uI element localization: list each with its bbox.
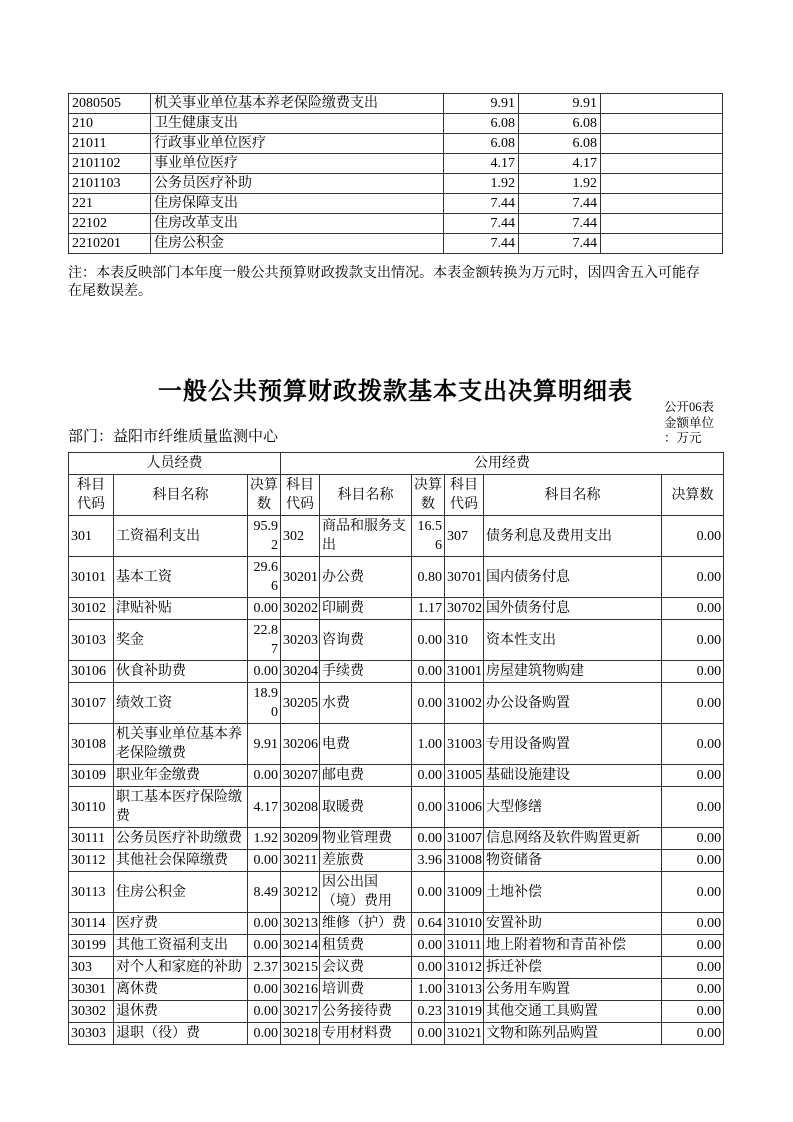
cell-name: 安置补助 bbox=[484, 913, 662, 935]
department-name: 益阳市纤维质量监测中心 bbox=[113, 429, 279, 445]
cell-name: 公务员医疗补助 bbox=[151, 174, 444, 194]
cell-code: 210 bbox=[69, 114, 151, 134]
cell-name: 住房公积金 bbox=[151, 234, 444, 254]
cell-code: 30101 bbox=[69, 557, 114, 598]
cell-name: 其他社会保障缴费 bbox=[114, 850, 248, 872]
cell-num: 18.90 bbox=[248, 683, 281, 724]
cell-name: 差旅费 bbox=[320, 850, 412, 872]
cell-code: 30114 bbox=[69, 913, 114, 935]
cell-num: 0.00 bbox=[412, 765, 445, 787]
table-row bbox=[69, 1001, 724, 1023]
cell-code: 30206 bbox=[281, 724, 320, 765]
cell-num: 0.00 bbox=[412, 828, 445, 850]
cell-num: 0.00 bbox=[662, 765, 724, 787]
cell-code: 31019 bbox=[445, 1001, 484, 1023]
cell-num: 7.44 bbox=[519, 234, 601, 254]
column-header-row bbox=[69, 475, 724, 516]
cell-name: 土地补偿 bbox=[484, 872, 662, 913]
cell-name: 文物和陈列品购置 bbox=[484, 1023, 662, 1045]
col-header-amount-3: 决算数 bbox=[662, 475, 724, 516]
cell-num: 0.00 bbox=[662, 957, 724, 979]
cell-code: 30108 bbox=[69, 724, 114, 765]
table-meta bbox=[664, 400, 734, 447]
cell-num: 0.00 bbox=[662, 557, 724, 598]
cell-code: 30702 bbox=[445, 598, 484, 620]
table-row bbox=[69, 872, 724, 913]
table-row bbox=[69, 134, 723, 154]
cell-code: 30205 bbox=[281, 683, 320, 724]
cell-name: 公务员医疗补助缴费 bbox=[114, 828, 248, 850]
cell-num bbox=[601, 194, 723, 214]
cell-num: 0.00 bbox=[662, 683, 724, 724]
cell-num: 7.44 bbox=[444, 234, 519, 254]
cell-code: 21011 bbox=[69, 134, 151, 154]
cell-code: 30218 bbox=[281, 1023, 320, 1045]
cell-num: 6.08 bbox=[444, 134, 519, 154]
cell-name: 会议费 bbox=[320, 957, 412, 979]
cell-code: 31021 bbox=[445, 1023, 484, 1045]
cell-num: 4.17 bbox=[519, 154, 601, 174]
cell-num: 7.44 bbox=[444, 194, 519, 214]
cell-code: 310 bbox=[445, 620, 484, 661]
cell-num bbox=[601, 134, 723, 154]
cell-name: 基础设施建设 bbox=[484, 765, 662, 787]
cell-num: 0.00 bbox=[412, 872, 445, 913]
group-header-personnel: 人员经费 bbox=[69, 453, 281, 475]
cell-code: 31009 bbox=[445, 872, 484, 913]
cell-name: 专用材料费 bbox=[320, 1023, 412, 1045]
cell-num: 0.00 bbox=[412, 935, 445, 957]
cell-name: 取暖费 bbox=[320, 787, 412, 828]
cell-code: 30211 bbox=[281, 850, 320, 872]
cell-num: 0.00 bbox=[248, 850, 281, 872]
cell-num: 0.00 bbox=[412, 620, 445, 661]
cell-num: 0.00 bbox=[248, 979, 281, 1001]
detail-table-body bbox=[69, 516, 724, 1045]
table-row bbox=[69, 661, 724, 683]
cell-name: 津贴补贴 bbox=[114, 598, 248, 620]
cell-num: 0.00 bbox=[662, 724, 724, 765]
cell-name: 奖金 bbox=[114, 620, 248, 661]
cell-name: 债务利息及费用支出 bbox=[484, 516, 662, 557]
cell-name: 专用设备购置 bbox=[484, 724, 662, 765]
table-row bbox=[69, 828, 724, 850]
cell-code: 30113 bbox=[69, 872, 114, 913]
cell-name: 离休费 bbox=[114, 979, 248, 1001]
cell-num: 1.17 bbox=[412, 598, 445, 620]
col-header-name-1: 科目名称 bbox=[114, 475, 248, 516]
table-row bbox=[69, 913, 724, 935]
cell-name: 资本性支出 bbox=[484, 620, 662, 661]
cell-name: 其他工资福利支出 bbox=[114, 935, 248, 957]
cell-name: 住房保障支出 bbox=[151, 194, 444, 214]
cell-num: 0.00 bbox=[662, 913, 724, 935]
cell-name: 办公费 bbox=[320, 557, 412, 598]
cell-code: 30207 bbox=[281, 765, 320, 787]
cell-name: 对个人和家庭的补助 bbox=[114, 957, 248, 979]
cell-num: 0.00 bbox=[412, 787, 445, 828]
cell-name: 租赁费 bbox=[320, 935, 412, 957]
page-title: 一般公共预算财政拨款基本支出决算明细表 bbox=[158, 379, 633, 405]
cell-num: 0.00 bbox=[248, 935, 281, 957]
cell-name: 拆迁补偿 bbox=[484, 957, 662, 979]
cell-code: 30301 bbox=[69, 979, 114, 1001]
cell-num: 29.66 bbox=[248, 557, 281, 598]
col-header-amount-2: 决算数 bbox=[412, 475, 445, 516]
cell-code: 22102 bbox=[69, 214, 151, 234]
cell-code: 302 bbox=[281, 516, 320, 557]
table-row bbox=[69, 765, 724, 787]
cell-num: 9.91 bbox=[519, 94, 601, 114]
cell-code: 31008 bbox=[445, 850, 484, 872]
cell-num bbox=[601, 154, 723, 174]
cell-code: 30199 bbox=[69, 935, 114, 957]
top-table-body bbox=[69, 94, 723, 254]
cell-code: 30112 bbox=[69, 850, 114, 872]
cell-num bbox=[601, 214, 723, 234]
cell-num: 6.08 bbox=[519, 134, 601, 154]
cell-name: 邮电费 bbox=[320, 765, 412, 787]
cell-num: 1.92 bbox=[519, 174, 601, 194]
cell-name: 医疗费 bbox=[114, 913, 248, 935]
cell-num: 0.00 bbox=[248, 1001, 281, 1023]
cell-code: 2080505 bbox=[69, 94, 151, 114]
table-number: 公开06表 bbox=[664, 400, 715, 414]
department-label: 部门： bbox=[68, 429, 114, 445]
cell-num: 0.00 bbox=[412, 1023, 445, 1045]
cell-code: 30103 bbox=[69, 620, 114, 661]
cell-num: 7.44 bbox=[444, 214, 519, 234]
cell-code: 31012 bbox=[445, 957, 484, 979]
table-row bbox=[69, 935, 724, 957]
cell-num: 0.00 bbox=[662, 620, 724, 661]
cell-name: 地上附着物和青苗补偿 bbox=[484, 935, 662, 957]
table-row bbox=[69, 154, 723, 174]
cell-name: 水费 bbox=[320, 683, 412, 724]
cell-code: 31005 bbox=[445, 765, 484, 787]
cell-num: 0.80 bbox=[412, 557, 445, 598]
cell-name: 咨询费 bbox=[320, 620, 412, 661]
cell-num: 1.92 bbox=[444, 174, 519, 194]
cell-num: 0.00 bbox=[662, 979, 724, 1001]
group-header-public: 公用经费 bbox=[281, 453, 724, 475]
cell-code: 30701 bbox=[445, 557, 484, 598]
table-row bbox=[69, 194, 723, 214]
cell-num: 0.00 bbox=[248, 661, 281, 683]
cell-num: 0.00 bbox=[248, 1023, 281, 1045]
top-table bbox=[68, 93, 723, 254]
table-row bbox=[69, 683, 724, 724]
cell-num: 0.00 bbox=[248, 913, 281, 935]
cell-code: 31002 bbox=[445, 683, 484, 724]
cell-code: 30302 bbox=[69, 1001, 114, 1023]
cell-code: 30214 bbox=[281, 935, 320, 957]
table-row bbox=[69, 214, 723, 234]
cell-code: 30111 bbox=[69, 828, 114, 850]
cell-code: 30107 bbox=[69, 683, 114, 724]
cell-num: 9.91 bbox=[444, 94, 519, 114]
col-header-name-3: 科目名称 bbox=[484, 475, 662, 516]
col-header-code-1: 科目代码 bbox=[69, 475, 114, 516]
table-row bbox=[69, 557, 724, 598]
col-header-code-3: 科目代码 bbox=[445, 475, 484, 516]
table-row bbox=[69, 979, 724, 1001]
cell-code: 30303 bbox=[69, 1023, 114, 1045]
cell-num: 3.96 bbox=[412, 850, 445, 872]
cell-num: 0.00 bbox=[662, 935, 724, 957]
cell-code: 30215 bbox=[281, 957, 320, 979]
cell-name: 卫生健康支出 bbox=[151, 114, 444, 134]
col-header-amount-1: 决算数 bbox=[248, 475, 281, 516]
cell-name: 因公出国（境）费用 bbox=[320, 872, 412, 913]
col-header-name-2: 科目名称 bbox=[320, 475, 412, 516]
cell-code: 30209 bbox=[281, 828, 320, 850]
cell-name: 职业年金缴费 bbox=[114, 765, 248, 787]
cell-code: 30212 bbox=[281, 872, 320, 913]
cell-code: 31010 bbox=[445, 913, 484, 935]
cell-num: 2.37 bbox=[248, 957, 281, 979]
cell-name: 物资储备 bbox=[484, 850, 662, 872]
table-row bbox=[69, 620, 724, 661]
department-line bbox=[68, 428, 278, 446]
cell-num: 16.56 bbox=[412, 516, 445, 557]
cell-num: 6.08 bbox=[519, 114, 601, 134]
cell-name: 退职（役）费 bbox=[114, 1023, 248, 1045]
cell-num bbox=[601, 94, 723, 114]
cell-name: 国内债务付息 bbox=[484, 557, 662, 598]
cell-code: 30216 bbox=[281, 979, 320, 1001]
cell-code: 221 bbox=[69, 194, 151, 214]
cell-name: 行政事业单位医疗 bbox=[151, 134, 444, 154]
cell-code: 30203 bbox=[281, 620, 320, 661]
cell-num: 0.00 bbox=[662, 661, 724, 683]
cell-num bbox=[601, 114, 723, 134]
cell-code: 31006 bbox=[445, 787, 484, 828]
cell-num bbox=[601, 174, 723, 194]
cell-name: 退休费 bbox=[114, 1001, 248, 1023]
cell-name: 信息网络及软件购置更新 bbox=[484, 828, 662, 850]
cell-num: 95.92 bbox=[248, 516, 281, 557]
cell-num: 7.44 bbox=[519, 214, 601, 234]
cell-code: 301 bbox=[69, 516, 114, 557]
cell-code: 30102 bbox=[69, 598, 114, 620]
cell-name: 住房公积金 bbox=[114, 872, 248, 913]
cell-num: 1.92 bbox=[248, 828, 281, 850]
cell-code: 31003 bbox=[445, 724, 484, 765]
cell-num: 4.17 bbox=[444, 154, 519, 174]
cell-name: 商品和服务支出 bbox=[320, 516, 412, 557]
cell-name: 绩效工资 bbox=[114, 683, 248, 724]
cell-name: 机关事业单位基本养老保险缴费 bbox=[114, 724, 248, 765]
cell-name: 职工基本医疗保险缴费 bbox=[114, 787, 248, 828]
cell-num: 0.00 bbox=[662, 872, 724, 913]
cell-code: 31001 bbox=[445, 661, 484, 683]
cell-num: 0.00 bbox=[662, 1023, 724, 1045]
cell-name: 其他交通工具购置 bbox=[484, 1001, 662, 1023]
cell-name: 机关事业单位基本养老保险缴费支出 bbox=[151, 94, 444, 114]
cell-name: 印刷费 bbox=[320, 598, 412, 620]
unit-label: 金额单位 bbox=[664, 415, 715, 430]
cell-code: 30110 bbox=[69, 787, 114, 828]
cell-num: 0.00 bbox=[248, 765, 281, 787]
cell-num: 0.00 bbox=[412, 661, 445, 683]
cell-num: 22.87 bbox=[248, 620, 281, 661]
unit-value: ：万元 bbox=[664, 431, 702, 445]
cell-num: 9.91 bbox=[248, 724, 281, 765]
group-header-row bbox=[69, 453, 724, 475]
cell-code: 307 bbox=[445, 516, 484, 557]
cell-code: 31007 bbox=[445, 828, 484, 850]
table-row bbox=[69, 850, 724, 872]
cell-num: 0.00 bbox=[248, 598, 281, 620]
cell-name: 住房改革支出 bbox=[151, 214, 444, 234]
cell-num: 4.17 bbox=[248, 787, 281, 828]
cell-name: 培训费 bbox=[320, 979, 412, 1001]
table-row bbox=[69, 724, 724, 765]
cell-name: 国外债务付息 bbox=[484, 598, 662, 620]
cell-num: 0.23 bbox=[412, 1001, 445, 1023]
cell-name: 伙食补助费 bbox=[114, 661, 248, 683]
cell-name: 工资福利支出 bbox=[114, 516, 248, 557]
cell-name: 大型修缮 bbox=[484, 787, 662, 828]
cell-name: 公务用车购置 bbox=[484, 979, 662, 1001]
table-row bbox=[69, 174, 723, 194]
cell-name: 公务接待费 bbox=[320, 1001, 412, 1023]
cell-num bbox=[601, 234, 723, 254]
cell-name: 基本工资 bbox=[114, 557, 248, 598]
cell-name: 办公设备购置 bbox=[484, 683, 662, 724]
cell-num: 0.00 bbox=[662, 850, 724, 872]
cell-name: 房屋建筑物购建 bbox=[484, 661, 662, 683]
table-row bbox=[69, 957, 724, 979]
cell-code: 30106 bbox=[69, 661, 114, 683]
cell-code: 31013 bbox=[445, 979, 484, 1001]
table-row bbox=[69, 598, 724, 620]
cell-num: 0.00 bbox=[662, 598, 724, 620]
cell-num: 0.00 bbox=[662, 787, 724, 828]
cell-num: 1.00 bbox=[412, 979, 445, 1001]
cell-code: 30202 bbox=[281, 598, 320, 620]
cell-code: 30201 bbox=[281, 557, 320, 598]
cell-num: 8.49 bbox=[248, 872, 281, 913]
table-row bbox=[69, 94, 723, 114]
table-row bbox=[69, 516, 724, 557]
cell-code: 30109 bbox=[69, 765, 114, 787]
table-note: 注：本表反映部门本年度一般公共预算财政拨款支出情况。本表金额转换为万元时，因四舍五入可能存在尾数误差。 bbox=[68, 266, 700, 299]
cell-code: 31011 bbox=[445, 935, 484, 957]
detail-table bbox=[68, 452, 724, 1045]
cell-name: 维修（护）费 bbox=[320, 913, 412, 935]
cell-num: 7.44 bbox=[519, 194, 601, 214]
cell-name: 电费 bbox=[320, 724, 412, 765]
cell-num: 0.00 bbox=[412, 683, 445, 724]
cell-code: 2101102 bbox=[69, 154, 151, 174]
cell-code: 2101103 bbox=[69, 174, 151, 194]
table-row bbox=[69, 787, 724, 828]
cell-code: 30217 bbox=[281, 1001, 320, 1023]
cell-code: 303 bbox=[69, 957, 114, 979]
cell-name: 事业单位医疗 bbox=[151, 154, 444, 174]
cell-name: 物业管理费 bbox=[320, 828, 412, 850]
cell-name: 手续费 bbox=[320, 661, 412, 683]
cell-num: 0.00 bbox=[412, 957, 445, 979]
table-row bbox=[69, 1023, 724, 1045]
cell-num: 0.64 bbox=[412, 913, 445, 935]
cell-num: 0.00 bbox=[662, 828, 724, 850]
cell-code: 30204 bbox=[281, 661, 320, 683]
cell-code: 30208 bbox=[281, 787, 320, 828]
cell-code: 30213 bbox=[281, 913, 320, 935]
cell-num: 6.08 bbox=[444, 114, 519, 134]
cell-num: 0.00 bbox=[662, 516, 724, 557]
col-header-code-2: 科目代码 bbox=[281, 475, 320, 516]
table-row bbox=[69, 234, 723, 254]
table-row bbox=[69, 114, 723, 134]
cell-code: 2210201 bbox=[69, 234, 151, 254]
cell-num: 1.00 bbox=[412, 724, 445, 765]
cell-num: 0.00 bbox=[662, 1001, 724, 1023]
